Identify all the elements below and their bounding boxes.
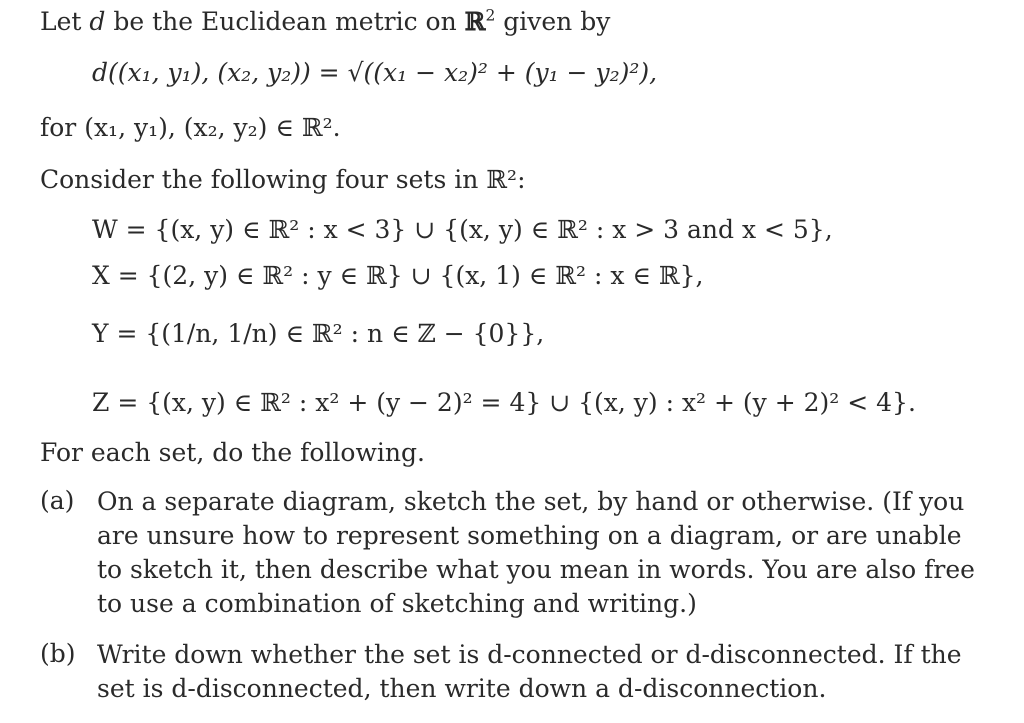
part-a-label: (a)	[40, 486, 75, 515]
instructions-lead: For each set, do the following.	[40, 438, 425, 467]
set-y-definition: Y = {(1/n, 1/n) ∈ ℝ² : n ∈ ℤ − {0}},	[92, 319, 545, 348]
part-b-label: (b)	[40, 639, 76, 668]
reals-symbol: ℝ	[464, 7, 486, 36]
part-a-text: On a separate diagram, sketch the set, by hand or otherwise. (If you are unsure how to represent something on a diagram, or are unable to sketch it, then describe what you mean in words. You are also free to use a combination of sketching and writing.)	[97, 487, 975, 618]
set-x-definition: X = {(2, y) ∈ ℝ² : y ∈ ℝ} ∪ {(x, 1) ∈ ℝ² : x ∈ ℝ},	[92, 261, 704, 290]
intro-text-metric: be the Euclidean metric on	[113, 7, 457, 36]
intro-text-given: given by	[503, 7, 611, 36]
consider-line: Consider the following four sets in ℝ²:	[40, 165, 526, 194]
metric-formula: d((x₁, y₁), (x₂, y₂)) = √((x₁ − x₂)² + (y₁ − y₂)²),	[92, 58, 658, 87]
set-z-definition: Z = {(x, y) ∈ ℝ² : x² + (y − 2)² = 4} ∪ {(x, y) : x² + (y + 2)² < 4}.	[92, 388, 916, 417]
domain-line: for (x₁, y₁), (x₂, y₂) ∈ ℝ².	[40, 113, 341, 142]
part-b-text: Write down whether the set is d-connected or d-disconnected. If the set is d-disconnected, then write down a d-disconnection.	[97, 640, 962, 703]
intro-line: Let d be the Euclidean metric on ℝ$^2$ given by	[40, 6, 611, 36]
metric-symbol: d	[89, 7, 106, 36]
set-w-definition: W = {(x, y) ∈ ℝ² : x < 3} ∪ {(x, y) ∈ ℝ² : x > 3 and x < 5},	[92, 215, 833, 244]
intro-text-let: Let	[40, 7, 82, 36]
